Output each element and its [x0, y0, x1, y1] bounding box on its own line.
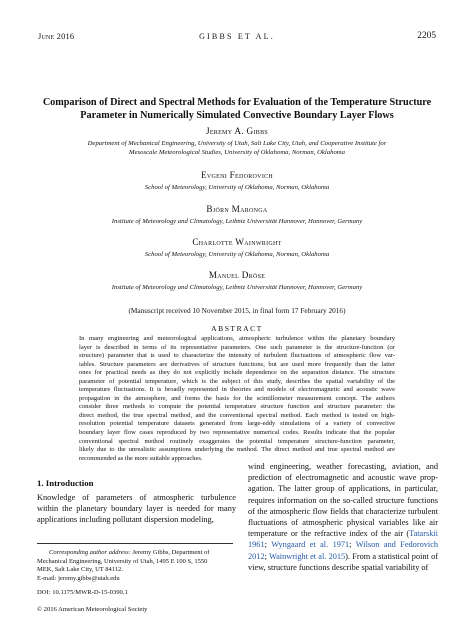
affiliation-line: Institute of Meteorology and Climatology, Leibniz Universität Hannover, Hannover, Germany — [111, 284, 363, 291]
paper-title — [30, 97, 444, 122]
citation-link[interactable]: 1961 — [248, 540, 265, 550]
text-segment: of the atmospheric flow fields that characterize turbulent — [248, 506, 438, 516]
title-line: Parameter in Numerically Simulated Convective Boundary Layer Flows — [80, 109, 394, 121]
author-affiliation — [46, 251, 428, 260]
text-segment: agation. The latter group of applications, in particular, — [248, 484, 438, 494]
author-name: Jeremy A. Gibbs — [205, 126, 269, 136]
citation-link[interactable]: Wainwright et al. 2015 — [268, 551, 346, 561]
text-line — [248, 551, 438, 562]
running-head-authors: GIBBS ET AL. — [199, 32, 275, 41]
author-block-gibbs — [46, 126, 428, 157]
running-head — [38, 31, 436, 43]
text-line: likely due to the unrealistic assumptions underlying the method. The direct method and true spectral method are — [79, 446, 395, 454]
author-name: Charlotte Wainwright — [192, 237, 282, 247]
page-number: 2205 — [417, 31, 436, 41]
text-segment: ; — [264, 540, 272, 550]
citation-link[interactable]: Tatarskii — [409, 529, 438, 539]
text-line: within the planetary boundary layer is needed for many — [37, 504, 236, 514]
running-head-date: June 2016 — [38, 32, 75, 41]
author-affiliation — [46, 140, 428, 157]
affiliation-line: School of Meteorology, University of Oklahoma, Norman, Oklahoma — [144, 184, 330, 191]
text-line — [248, 483, 438, 494]
text-line: propagation in the atmosphere, and forms the basis for the scintillometer measurement concept. The authors — [79, 394, 395, 402]
author-block-wainwright — [46, 237, 428, 260]
footnote-rule — [37, 543, 233, 544]
text-line: structure) parameter that is used to characterize the intensity of turbulent fluctuations of atmospheric flow var- — [79, 352, 395, 360]
text-segment: fluctuations of atmospheric physical variables like air — [248, 518, 438, 528]
abstract-heading: ABSTRACT — [211, 324, 263, 333]
text-line — [248, 517, 438, 528]
text-line: boundary layer flow cases reproduced by two representative numerical codes. Results indicate that the popular — [79, 429, 395, 437]
text-line: consider three methods to compute the potential temperature structure function and structure parameter: the — [79, 403, 395, 411]
affiliation-line: Institute of Meteorology and Climatology, Leibniz Universität Hannover, Hannover, Germany — [111, 218, 363, 225]
right-column-text — [248, 461, 438, 573]
text-line: resolution potential temperature datasets generated from large-eddy simulations of a variety of convective — [79, 420, 395, 428]
citation-link[interactable]: Wilson and Fedorovich — [355, 540, 439, 550]
text-line: temperature fluctuations. It is broadly represented in theories and models of electromagnetic and acoustic wave — [79, 386, 395, 394]
footnote-line: Corresponding author address: Jeremy Gibbs, Department of — [49, 549, 210, 556]
text-segment: prediction of electromagnetic and acoustic wave prop- — [248, 473, 438, 483]
text-line: ones for practical needs as they do not explicitly include dependence on the separation distance. The structure — [79, 369, 395, 377]
author-name: Björn Maronga — [206, 204, 268, 214]
author-block-fedorovich — [46, 170, 428, 193]
footnote-line: MEK, Salt Lake City, UT 84112. — [37, 566, 123, 574]
text-line — [248, 562, 438, 573]
doi: DOI: 10.1175/MWR-D-15-0390.1 — [37, 589, 128, 596]
author-block-drose — [46, 270, 428, 293]
text-segment: ; — [264, 551, 269, 561]
text-line: Knowledge of parameters of atmospheric turbulence — [37, 493, 236, 502]
author-name: Evgeni Fedorovich — [200, 170, 274, 180]
text-line: direct method, the true spectral method, and the conventional spectral method. Each method is tested on high- — [79, 411, 395, 419]
citation-link[interactable]: 2012 — [248, 551, 265, 561]
copyright: © 2016 American Meteorological Society — [37, 606, 148, 613]
text-line — [248, 506, 438, 517]
title-line: Comparison of Direct and Spectral Methods for Evaluation of the Temperature Structure — [42, 97, 432, 108]
manuscript-dates: (Manuscript received 10 November 2015, in final form 17 February 2016) — [128, 306, 346, 315]
text-line: conventional spectral method routinely exaggerates the potential temperature structure-function parameter, — [79, 437, 395, 445]
footnote-line: E-mail: jeremy.gibbs@utah.edu — [37, 575, 120, 583]
text-segment: wind engineering, weather forecasting, aviation, and — [248, 462, 438, 471]
author-affiliation — [46, 184, 428, 193]
text-line — [248, 495, 438, 506]
affiliation-line: Mesoscale Meteorological Studies, University of Oklahoma, Norman, Oklahoma — [129, 148, 345, 156]
author-affiliation — [46, 284, 428, 293]
text-line — [248, 539, 438, 550]
abstract-body — [79, 335, 395, 463]
text-line — [248, 461, 438, 472]
text-segment: requires information on the so-called structure functions — [248, 495, 438, 505]
footnote-line: Mechanical Engineering, University of Utah, 1495 E 100 S, 1550 — [37, 557, 208, 565]
text-segment: view, structure functions describe spatial variability of — [248, 562, 429, 572]
text-line — [248, 472, 438, 483]
text-segment: ). From a statistical point of — [345, 551, 438, 561]
left-column-text — [37, 492, 236, 526]
affiliation-line: School of Meteorology, University of Oklahoma, Norman, Oklahoma — [144, 251, 330, 258]
text-segment: ; — [349, 540, 356, 550]
author-block-maronga — [46, 204, 428, 227]
text-line: applications including pollutant dispersion modeling, — [37, 515, 214, 525]
text-line — [248, 528, 438, 539]
text-line: recommended as the more suitable approaches. — [79, 454, 203, 462]
affiliation-line: Department of Mechanical Engineering, University of Utah, Salt Lake City, Utah, and Cooperative Institute for — [87, 140, 387, 147]
text-segment: temperature or the refractive index of the air ( — [248, 529, 410, 539]
text-line: parameter of potential temperature, which is the subject of this study, describes the spatial variability of the — [79, 377, 395, 385]
citation-link[interactable]: Wyngaard et al. 1971 — [271, 540, 350, 550]
text-line: In many engineering and meteorological applications, atmospheric turbulence within the planetary boundary — [79, 335, 395, 342]
section-heading: 1. Introduction — [37, 478, 94, 488]
author-affiliation — [46, 218, 428, 227]
text-line: iables. Structure parameters are derivatives of structure functions, but are used more frequently than the latter — [79, 360, 395, 368]
author-name: Manuel Dröse — [208, 270, 266, 280]
corresponding-author-footnote — [37, 549, 236, 584]
text-line: layer is described in terms of its representative parameters. One such parameter is the structure-function (or — [79, 343, 395, 351]
